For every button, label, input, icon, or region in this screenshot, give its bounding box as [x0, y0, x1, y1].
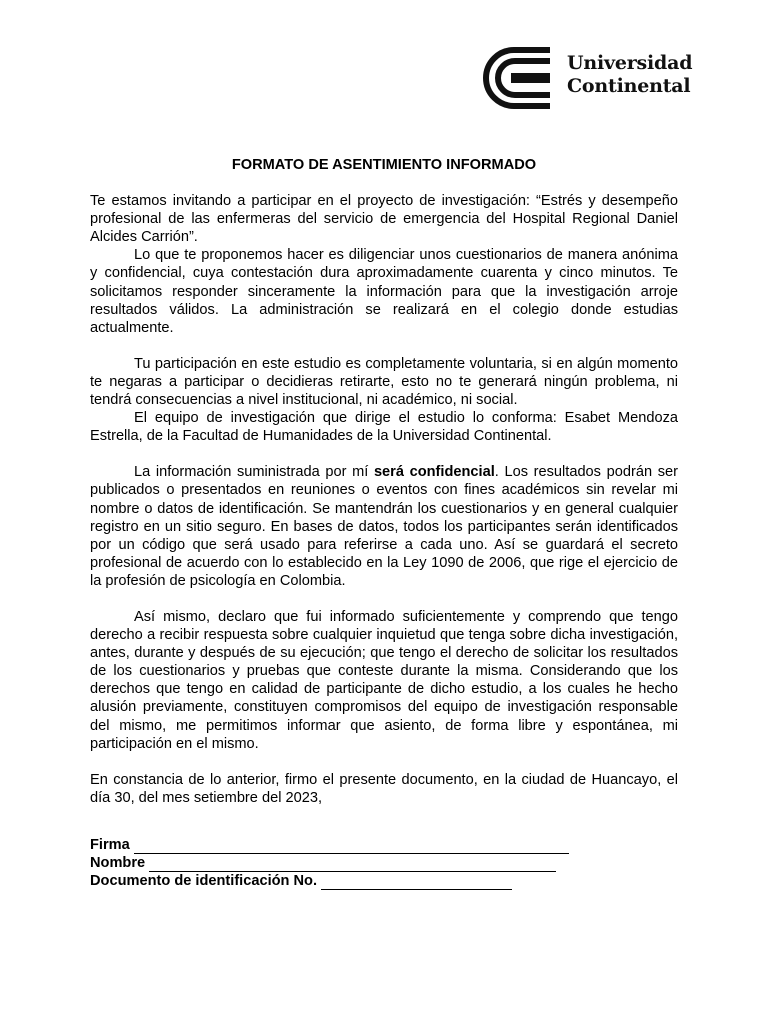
- paragraph-research-team: El equipo de investigación que dirige el estudio lo conforma: Esabet Mendoza Estrella, de la Facultad de Humanidades de la Universidad Continental.: [90, 410, 678, 445]
- paragraph-voluntary: Tu participación en este estudio es completamente voluntaria, si en algún momento te negaras a participar o decidieras retirarte, esto no te generará ningún problema, ni tendrá consecuencias a nivel institucional, ni académico, ni social.: [90, 355, 678, 409]
- nombre-line[interactable]: [149, 858, 556, 872]
- university-logo: [480, 46, 693, 110]
- firma-label: Firma: [90, 837, 130, 853]
- documento-line[interactable]: [321, 876, 512, 890]
- university-name-line2: Continental: [567, 75, 691, 97]
- paragraph-invitation: Te estamos invitando a participar en el proyecto de investigación: “Estrés y desempeño profesional de las enfermeras del servicio de emergencia del Hospital Regional Daniel Alcides Carrión”.: [90, 193, 678, 246]
- nombre-label: Nombre: [90, 855, 146, 871]
- confidentiality-text-end: . Los resultados podrán ser publicados o presentados en reuniones o eventos con fines académicos sin revelar mi nombre o datos de identificación. Se mantendrán los cuestionarios y en general cualquier registro en un sitio seguro. En bases de datos, todos los participantes serán identificados por un código que será usado para referirse a cada uno. Así se guardará el secreto profesional de acuerdo con lo establecido en la Ley 1090 de 2006, que rige el ejercicio de la profesión de psicología en Colombia.: [90, 464, 678, 589]
- confidentiality-text-start: La información suministrada por mí: [134, 464, 374, 481]
- signature-row-documento: [90, 872, 678, 890]
- university-name: [567, 52, 692, 98]
- document-body: [90, 156, 678, 807]
- firma-line[interactable]: [134, 840, 569, 854]
- confidentiality-emphasis: será confidencial: [373, 464, 495, 481]
- document-title: FORMATO DE ASENTIMIENTO INFORMADO: [231, 157, 537, 173]
- signature-row-nombre: [90, 854, 678, 872]
- signature-block: [90, 836, 678, 890]
- university-name-line1: Universidad: [567, 52, 693, 74]
- documento-label: Documento de identificación No.: [90, 873, 318, 889]
- university-continental-logo-mark-icon: [480, 46, 556, 110]
- paragraph-proposal: Lo que te proponemos hacer es diligenciar unos cuestionarios de manera anónima y confidencial, cuya contestación dura aproximadamente cuarenta y cinco minutos. Te solicitamos responder sinceramente la información para que la investigación arroje resultados válidos. La administración se realizará en el colegio donde estudias actualmente.: [90, 247, 678, 336]
- paragraph-declaration: Así mismo, declaro que fui informado suficientemente y comprendo que tengo derecho a recibir respuesta sobre cualquier inquietud que tenga sobre dicha investigación, antes, durante y después de su ejecución; que tengo el derecho de solicitar los resultados de los cuestionarios y pruebas que conteste durante la misma. Considerando que los derechos que tengo en calidad de participante de dicho estudio, a los cuales he hecho alusión previamente, constituyen compromisos del equipo de investigación responsable del mismo, me permitimos informar que asiento, de forma libre y espontánea, mi participación en el mismo.: [90, 608, 678, 752]
- signature-row-firma: [90, 836, 678, 854]
- paragraph-confidentiality: [90, 463, 678, 590]
- paragraph-attestation: En constancia de lo anterior, firmo el presente documento, en la ciudad de Huancayo, el día 30, del mes setiembre del 2023,: [90, 771, 678, 806]
